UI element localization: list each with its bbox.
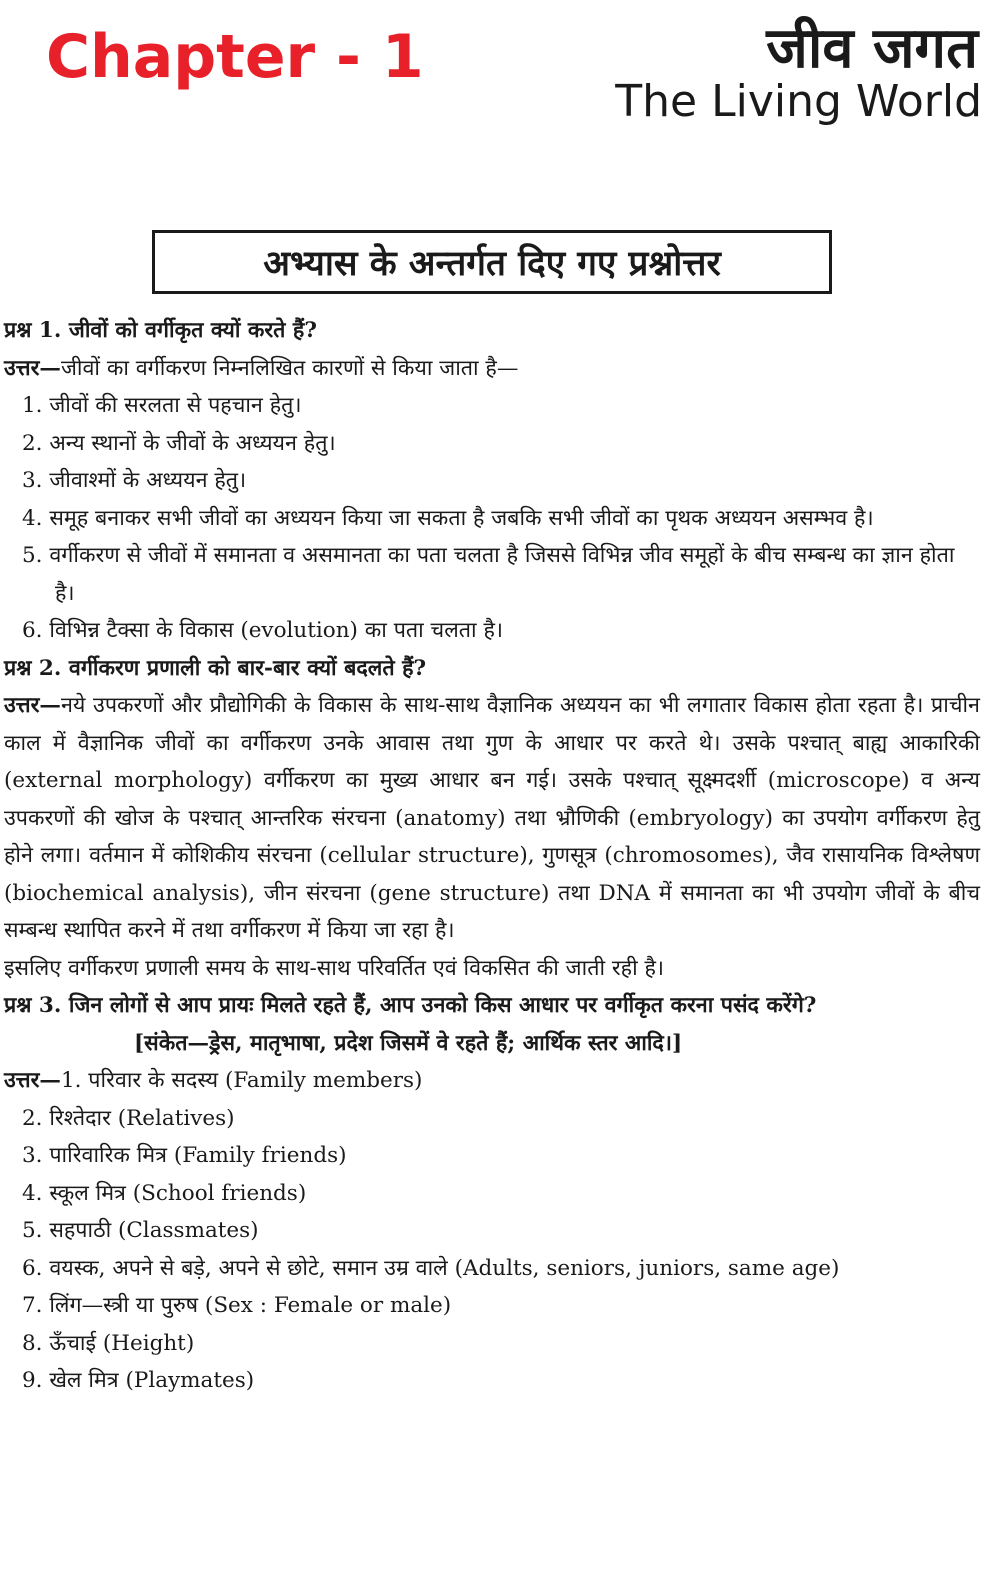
answer-1-item: 4. समूह बनाकर सभी जीवों का अध्ययन किया जा सकता है जबकि सभी जीवों का पृथक अध्ययन असम्भव है। bbox=[22, 505, 874, 531]
question-2-label: प्रश्न 2. bbox=[4, 655, 62, 681]
answer-3-item: 2. रिश्तेदार (Relatives) bbox=[22, 1105, 235, 1131]
section-title: अभ्यास के अन्तर्गत दिए गए प्रश्नोत्तर bbox=[263, 243, 721, 284]
answer-2-conclusion: इसलिए वर्गीकरण प्रणाली समय के साथ-साथ परिवर्तित एवं विकसित की जाती रही है। bbox=[4, 955, 665, 981]
question-1-text: जीवों को वर्गीकृत क्यों करते हैं? bbox=[68, 318, 317, 343]
answer-3-item: 4. स्कूल मित्र (School friends) bbox=[22, 1180, 307, 1206]
answer-3-item: 5. सहपाठी (Classmates) bbox=[22, 1218, 259, 1243]
answer-2-paragraph bbox=[4, 687, 980, 950]
answer-3-item: 3. पारिवारिक मित्र (Family friends) bbox=[22, 1143, 347, 1168]
section-title-box bbox=[152, 230, 832, 294]
answer-3-item: 7. लिंग—स्त्री या पुरुष (Sex : Female or male) bbox=[22, 1293, 452, 1318]
page-content bbox=[4, 312, 980, 1400]
question-1 bbox=[4, 312, 980, 350]
question-3-hint: [संकेत—ड्रेस, मातृभाषा, प्रदेश जिसमें वे रहते हैं; आर्थिक स्तर आदि।] bbox=[134, 1030, 683, 1056]
answer-1-intro: जीवों का वर्गीकरण निम्नलिखित कारणों से किया जाता है— bbox=[60, 355, 519, 381]
answer-3-first-line bbox=[4, 1062, 980, 1100]
answer-3-item: 6. वयस्क, अपने से बड़े, अपने से छोटे, समान उम्र वाले (Adults, seniors, juniors, same age) bbox=[22, 1255, 840, 1281]
answer-3-item: 1. परिवार के सदस्य (Family members) bbox=[60, 1068, 423, 1093]
chapter-title-english: The Living World bbox=[615, 76, 982, 127]
answer-1-label: उत्तर— bbox=[4, 355, 61, 381]
answer-1-item: 6. विभिन्न टैक्सा के विकास (evolution) का पता चलता है। bbox=[22, 618, 504, 643]
answer-1-item: 5. वर्गीकरण से जीवों में समानता व असमानता का पता चलता है जिससे विभिन्न जीव समूहों के बीच सम्बन्ध का ज्ञान होता है। bbox=[22, 543, 955, 606]
answer-2-label: उत्तर— bbox=[4, 693, 61, 718]
answer-1-item: 3. जीवाश्मों के अध्ययन हेतु। bbox=[22, 468, 247, 493]
answer-2-text: नये उपकरणों और प्रौद्योगिकी के विकास के साथ-साथ वैज्ञानिक अध्ययन का भी लगातार विकास होता रहता है। प्राचीन काल में वैज्ञानिक जीवों का वर्गीकरण उनके आवास तथा गुण के आधार पर करते थे। उसके पश्चात् बाह्य आकारिकी (external morphology) वर्गीकरण का मुख्य आधार बन गई। उसके पश्चात् सूक्ष्मदर्शी (microscope) व अन्य उपकरणों की खोज के पश्चात् आन्तरिक संरचना (anatomy) तथा भ्रौणिकी (embryology) का उपयोग वर्गीकरण हेतु होने लगा। वर्तमान में कोशिकीय संरचना (cellular structure), गुणसूत्र (chromosomes), जैव रासायनिक विश्लेषण (biochemical analysis), जीन संरचना (gene structure) तथा DNA में समानता का भी उपयोग जीवों के बीच सम्बन्ध स्थापित करने में तथा वर्गीकरण में किया जा रहा है। bbox=[4, 693, 980, 943]
answer-3-item: 9. खेल मित्र (Playmates) bbox=[22, 1368, 255, 1393]
question-3-label: प्रश्न 3. bbox=[4, 993, 62, 1018]
question-2-text: वर्गीकरण प्रणाली को बार-बार क्यों बदलते हैं? bbox=[68, 655, 427, 681]
answer-1-intro-line bbox=[4, 350, 980, 388]
answer-3-label: उत्तर— bbox=[4, 1068, 61, 1093]
answer-3-item: 8. ऊँचाई (Height) bbox=[22, 1330, 195, 1356]
answer-1-item: 1. जीवों की सरलता से पहचान हेतु। bbox=[22, 393, 302, 418]
chapter-title-hindi: जीव जगत bbox=[766, 16, 978, 81]
question-3 bbox=[4, 987, 980, 1025]
question-3-text: जिन लोगों से आप प्रायः मिलते रहते हैं, आप उनको किस आधार पर वर्गीकृत करना पसंद करेंगे? bbox=[68, 993, 817, 1018]
question-2 bbox=[4, 650, 980, 688]
answer-1-item: 2. अन्य स्थानों के जीवों के अध्ययन हेतु। bbox=[22, 430, 336, 456]
chapter-heading: Chapter - 1 bbox=[46, 22, 424, 92]
question-1-label: प्रश्न 1. bbox=[4, 318, 62, 343]
